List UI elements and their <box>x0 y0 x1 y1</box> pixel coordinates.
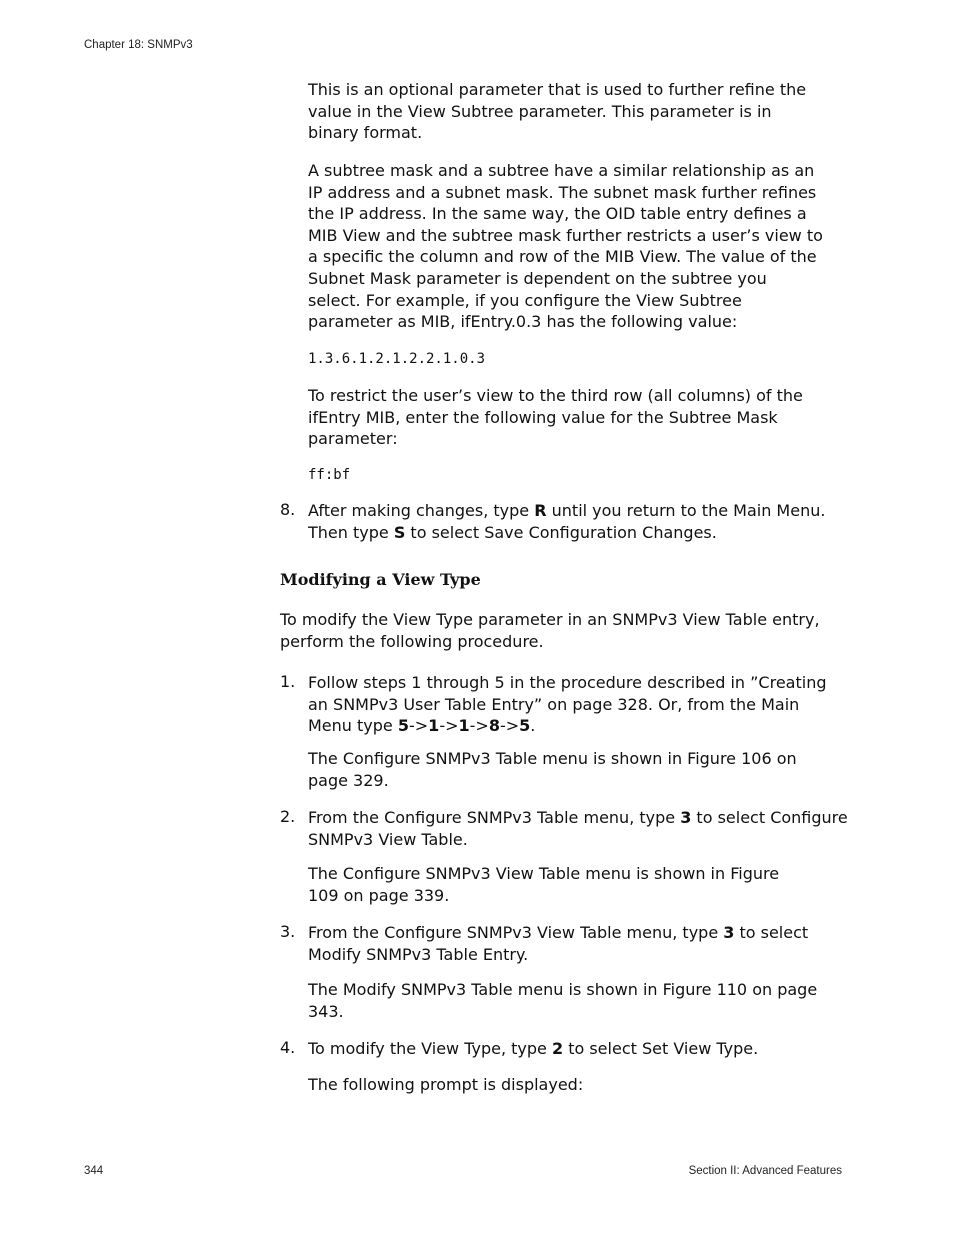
step-4-text-b: to select Set View Type. <box>563 1039 759 1058</box>
key-8: 8 <box>488 716 500 736</box>
step-2-text-a: From the Configure SNMPv3 Table menu, type <box>308 808 681 827</box>
paragraph-optional-parameter: This is an optional parameter that is used to further refine the value in the View Subtree parameter. This parameter is in binary format. <box>308 80 807 143</box>
step-3-text-b: to select Modify SNMPv3 Table Entry. <box>308 923 809 964</box>
arrow-1: -> <box>408 716 429 736</box>
running-footer-section: Section II: Advanced Features <box>688 1165 842 1177</box>
step-8-text-b: until you return to the Main Menu. Then type <box>308 501 826 542</box>
step-8-text <box>308 500 848 543</box>
step-1-text-b: . <box>530 716 536 736</box>
key-3: 3 <box>680 808 692 827</box>
arrow-4: -> <box>499 716 520 736</box>
step-4-note: The following prompt is displayed: <box>308 1075 584 1094</box>
paragraph-restrict-view: To restrict the user’s view to the third row (all columns) of the ifEntry MIB, enter the following value for the Subtree Mask parameter: <box>308 386 803 449</box>
step-8-text-c: to select Save Configuration Changes. <box>405 522 717 542</box>
step-1-text-a: Follow steps 1 through 5 in the procedure described in ”Creating an SNMPv3 User Table Entry” on page 328. Or, from the Main Menu type <box>308 673 827 736</box>
key-1a: 1 <box>428 716 440 736</box>
step-4-text-a: To modify the View Type, type <box>308 1039 552 1058</box>
arrow-3: -> <box>469 716 489 736</box>
step-3-number: 3. <box>280 922 296 941</box>
step-3-text <box>308 922 818 965</box>
step-8-text-a: After making changes, type <box>308 501 535 520</box>
step-4-text <box>308 1038 848 1060</box>
step-1-text <box>308 672 848 737</box>
step-2-text <box>308 807 848 850</box>
step-8-number: 8. <box>280 500 296 519</box>
code-mask-value: ff:bf <box>308 467 351 483</box>
paragraph-subtree-mask: A subtree mask and a subtree have a similar relationship as an IP address and a subnet mask. The subnet mask further refines the IP address. In the same way, the OID table entry defines a MIB View and the subtree mask further restricts a user’s view to a specific the column and row of the MIB View. The value of the Subnet Mask parameter is dependent on the subtree you select. For example, if you configure the View Subtree parameter as MIB, ifEntry.0.3 has the following value: <box>308 161 823 332</box>
step-3-note: The Modify SNMPv3 Table menu is shown in Figure 110 on page 343. <box>308 980 818 1021</box>
key-1b: 1 <box>458 716 470 736</box>
key-r: R <box>534 501 547 520</box>
step-3-text-a: From the Configure SNMPv3 View Table menu, type <box>308 923 724 942</box>
key-5b: 5 <box>519 716 531 736</box>
step-1-number: 1. <box>280 672 296 691</box>
key-s: S <box>393 522 406 542</box>
arrow-2: -> <box>439 716 459 736</box>
section-heading: Modifying a View Type <box>280 570 481 589</box>
key-3b: 3 <box>723 923 735 942</box>
step-1-note: The Configure SNMPv3 Table menu is shown in Figure 106 on page 329. <box>308 749 797 790</box>
page-number: 344 <box>84 1165 104 1177</box>
step-2-number: 2. <box>280 807 296 826</box>
intro-paragraph: To modify the View Type parameter in an SNMPv3 View Table entry, perform the following procedure. <box>280 610 820 651</box>
key-2: 2 <box>551 1039 564 1058</box>
step-2-note: The Configure SNMPv3 View Table menu is shown in Figure 109 on page 339. <box>308 864 780 905</box>
step-2-text-b: to select Configure SNMPv3 View Table. <box>308 808 848 849</box>
step-4-number: 4. <box>280 1038 296 1057</box>
running-header: Chapter 18: SNMPv3 <box>84 39 193 51</box>
code-oid-value: 1.3.6.1.2.1.2.2.1.0.3 <box>308 351 486 367</box>
key-5: 5 <box>397 716 409 736</box>
